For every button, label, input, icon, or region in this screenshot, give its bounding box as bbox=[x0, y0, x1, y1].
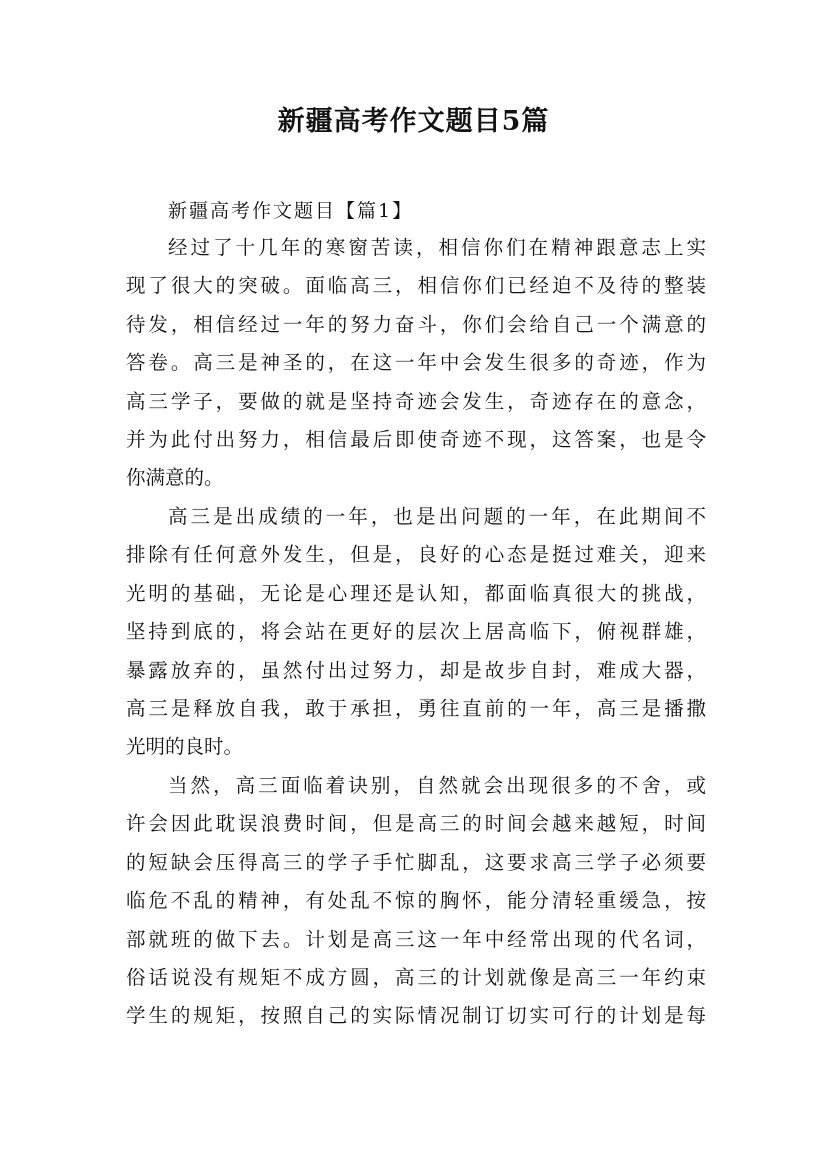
paragraph-line: 高三是释放自我，敢于承担，勇往直前的一年，高三是播撒 bbox=[126, 696, 706, 720]
paragraph-line: 并为此付出努力，相信最后即使奇迹不现，这答案，也是令 bbox=[126, 427, 706, 451]
paragraph-line: 坚持到底的，将会站在更好的层次上居高临下，俯视群雄， bbox=[126, 620, 706, 644]
paragraph-line: 光明的基础，无论是心理还是认知，都面临真很大的挑战， bbox=[126, 581, 706, 605]
paragraph-line: 当然，高三面临着诀别，自然就会出现很多的不舍，或 bbox=[168, 774, 706, 797]
paragraph-line: 答卷。高三是神圣的，在这一年中会发生很多的奇迹，作为 bbox=[126, 351, 706, 375]
paragraph-line: 光明的良时。 bbox=[126, 735, 244, 759]
paragraph-line: 的短缺会压得高三的学子手忙脚乱，这要求高三学子必须要 bbox=[126, 850, 706, 874]
paragraph-line: 待发，相信经过一年的努力奋斗，你们会给自己一个满意的 bbox=[126, 312, 706, 336]
paragraph-2 bbox=[126, 498, 706, 767]
paragraph-line: 你满意的。 bbox=[126, 466, 224, 490]
paragraph-line: 俗话说没有规矩不成方圆，高三的计划就像是高三一年约束 bbox=[126, 965, 706, 989]
paragraph-line: 临危不乱的精神，有处乱不惊的胸怀，能分清轻重缓急，按 bbox=[126, 889, 706, 913]
paragraph-line: 排除有任何意外发生，但是，良好的心态是挺过难关，迎来 bbox=[126, 543, 706, 567]
paragraph-line: 高三是出成绩的一年，也是出问题的一年，在此期间不 bbox=[168, 505, 706, 528]
paragraph-line: 暴露放弃的，虽然付出过努力，却是故步自封，难成大器， bbox=[126, 658, 706, 682]
paragraph-line: 高三学子，要做的就是坚持奇迹会发生，奇迹存在的意念， bbox=[126, 389, 706, 413]
paragraph-line: 部就班的做下去。计划是高三这一年中经常出现的代名词， bbox=[126, 927, 706, 951]
section-heading: 新疆高考作文题目【篇1】 bbox=[168, 200, 414, 222]
paragraph-line: 经过了十几年的寒窗苦读，相信你们在精神跟意志上实 bbox=[168, 236, 706, 259]
paragraph-line: 学生的规矩，按照自己的实际情况制订切实可行的计划是每 bbox=[126, 1004, 706, 1028]
paragraph-3 bbox=[126, 767, 706, 1036]
paragraph-line: 许会因此耽误浪费时间，但是高三的时间会越来越短，时间 bbox=[126, 812, 706, 836]
document-title: 新疆高考作文题目5篇 bbox=[277, 106, 550, 137]
paragraph-line: 现了很大的突破。面临高三，相信你们已经迫不及待的整装 bbox=[126, 274, 706, 298]
paragraph-1 bbox=[126, 229, 706, 498]
